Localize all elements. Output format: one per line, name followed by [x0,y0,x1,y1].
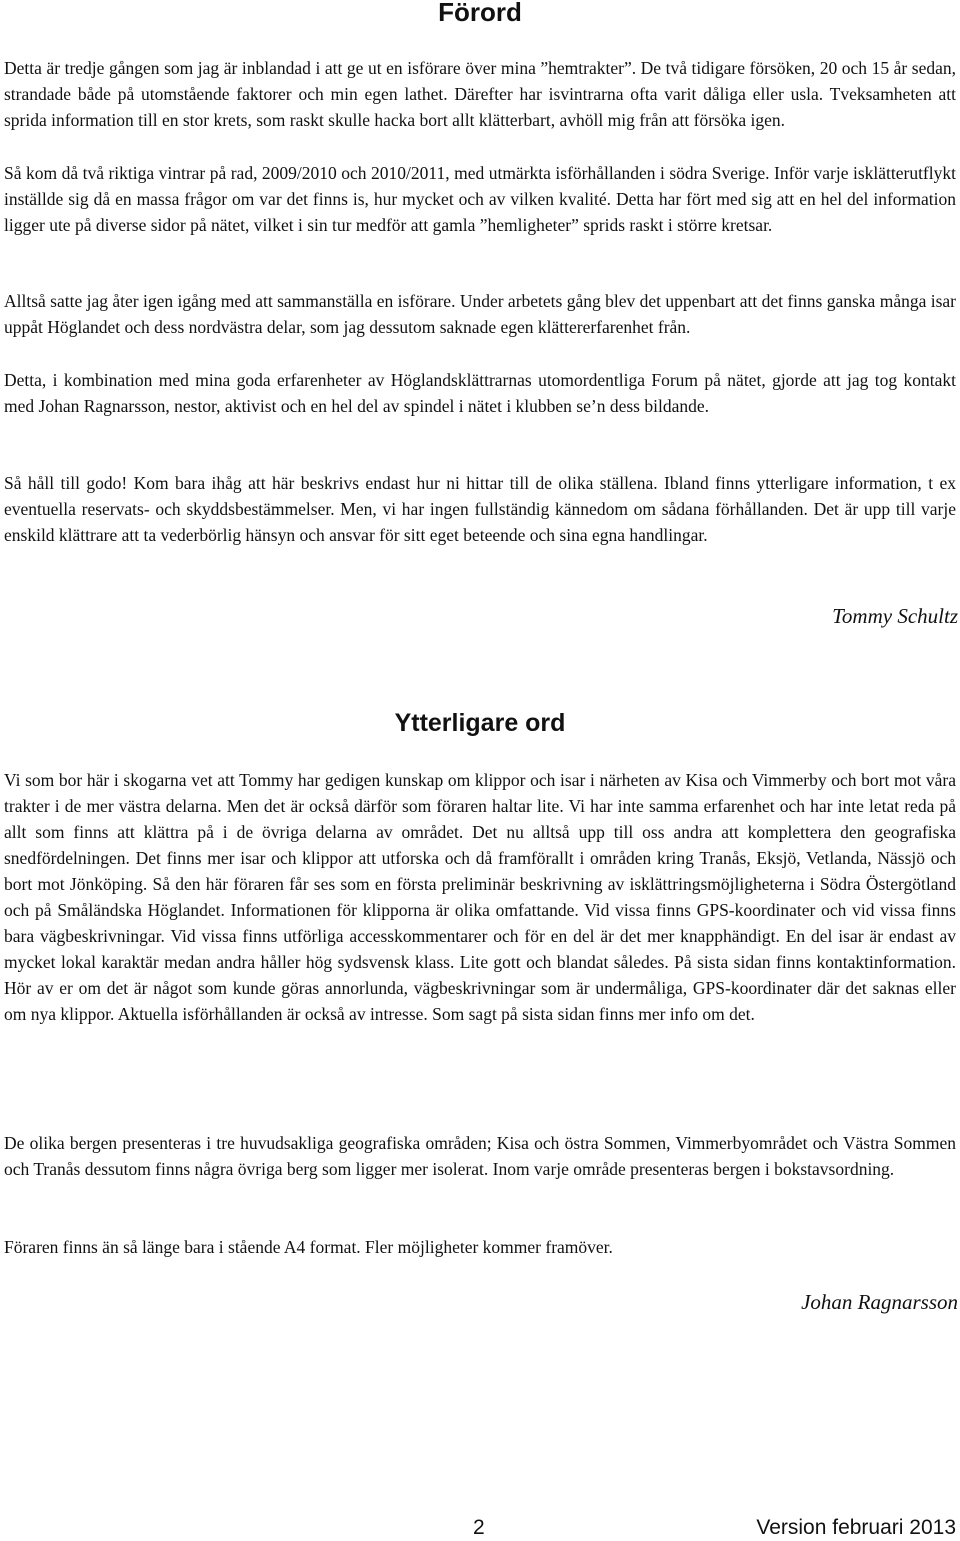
additional-paragraph-2: De olika bergen presenteras i tre huvudsakliga geografiska områden; Kisa och östra Sommen, Vimmerbyområdet och Västra Sommen och Tranås dessutom finns några övriga berg som ligger mer isolerat. Inom varje område presenteras bergen i bokstavsordning. [4,1133,956,1179]
foreword-paragraph-1: Detta är tredje gången som jag är inblandad i att ge ut en isförare över mina ”hemtrakter”. De två tidigare försöken, 20 och 15 år sedan, strandade både på utomstående faktorer och min egen lathet. Därefter har isvintrarna ofta varit dåliga eller usla. Tveksamheten att sprida information till en stor krets, som raskt skulle hacka bort allt klätterbart, avhöll mig från att försöka igen. [4,58,956,130]
additional-words-title: Ytterligare ord [394,709,566,737]
signature-tommy-schultz: Tommy Schultz [832,604,958,628]
foreword-paragraph-2: Så kom då två riktiga vintrar på rad, 2009/2010 och 2010/2011, med utmärkta isförhållanden i södra Sverige. Inför varje isklätterutflykt inställde sig då en massa frågor om var det finns is, hur mycket och av vilken kvalité. Detta har fört med sig att en hel del information ligger ute på diverse sidor på nätet, vilket i sin tur medför att gamla ”hemligheter” sprids raskt i större kretsar. [4,163,956,235]
foreword-title: Förord [438,0,522,27]
foreword-paragraph-5: Så håll till godo! Kom bara ihåg att här beskrivs endast hur ni hittar till de olika ställena. Ibland finns ytterligare information, t ex eventuella reservats- och skyddsbestämmelser. Men, vi har ingen fullständig kännedom om sådana förhållanden. Det är upp till varje enskild klättrare att ta vederbörlig hänsyn och ansvar för sitt eget beteende och sina egna handlingar. [4,473,956,545]
version-label: Version februari 2013 [756,1516,956,1539]
additional-paragraph-1: Vi som bor här i skogarna vet att Tommy har gedigen kunskap om klippor och isar i närheten av Kisa och Vimmerby och bort mot våra trakter i de mer västra delarna. Men det är också därför som föraren haltar lite. Vi har inte samma erfarenhet och har inte letat reda på allt som finns att klättra på i de övriga delarna av området. Det nu alltså upp till oss andra att komplettera den geografiska snedfördelningen. Det finns mer isar och klippor att utforska och då framförallt i områden kring Tranås, Eksjö, Vetlanda, Nässjö och bort mot Jönköping. Så den här föraren får ses som en första preliminär beskrivning av isklättringsmöjligheterna i Södra Östergötland och på Småländska Höglandet. Informationen för klipporna är olika omfattande. Vid vissa finns GPS-koordinater och vid vissa finns bara vägbeskrivningar. Vid vissa finns utförliga accesskommentarer och för en del är det mer knapphändigt. En del isar är endast av mycket lokal karaktär medan andra håller hög sydsvensk klass. Lite gott och blandat således. På sista sidan finns kontaktinformation. Hör av er om det är något som kunde göras annorlunda, vägbeskrivningar som är undermåliga, GPS-koordinater där det saknas eller om nya klippor. Aktuella isförhållanden är också av intresse. Som sagt på sista sidan finns mer info om det. [4,770,956,1024]
page-number: 2 [473,1516,485,1539]
signature-johan-ragnarsson: Johan Ragnarsson [801,1290,958,1314]
foreword-paragraph-3: Alltså satte jag åter igen igång med att sammanställa en isförare. Under arbetets gång blev det uppenbart att det finns ganska många isar uppåt Höglandet och dess nordvästra delar, som jag dessutom saknade egen klättererfarenhet från. [4,291,956,337]
additional-paragraph-3: Föraren finns än så länge bara i stående A4 format. Fler möjligheter kommer framöver. [4,1237,613,1257]
foreword-paragraph-4: Detta, i kombination med mina goda erfarenheter av Höglandsklättrarnas utomordentliga Forum på nätet, gjorde att jag tog kontakt med Johan Ragnarsson, nestor, aktivist och en hel del av spindel i nätet i klubben se’n dess bildande. [4,370,956,416]
